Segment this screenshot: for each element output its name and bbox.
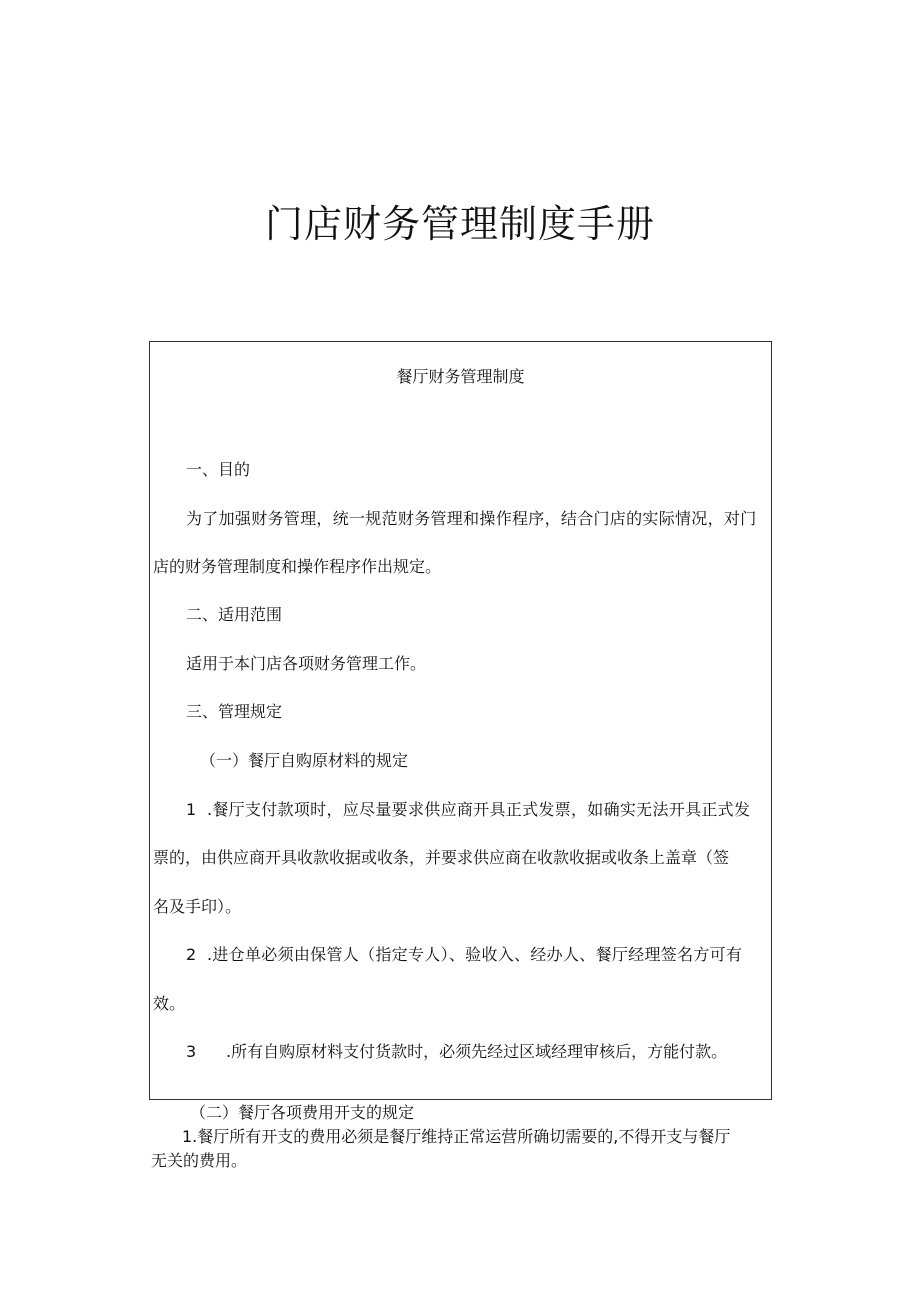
policy-box: [149, 341, 772, 1100]
item-2-line-1: .进仓单必须由保管人（指定专人）、验收入、经办人、餐厅经理签名方可有: [207, 945, 743, 964]
item-3-line-1: .所有自购原材料支付货款时，必须先经过区域经理审核后，方能付款。: [226, 1042, 728, 1061]
subsection-2-heading: （二）餐厅各项费用开支的规定: [190, 1103, 415, 1122]
section-3-heading: 三、管理规定: [186, 702, 283, 721]
section-2-heading: 二、适用范围: [186, 605, 283, 624]
box-title: 餐厅财务管理制度: [396, 367, 525, 386]
item-2-line-2: 效。: [153, 994, 186, 1013]
subsection-1-heading: （一）餐厅自购原材料的规定: [200, 751, 409, 770]
section-2-body: 适用于本门店各项财务管理工作。: [186, 654, 427, 673]
document-title: 门店财务管理制度手册: [264, 202, 655, 246]
item-1-line-2: 票的，由供应商开具收款收据或收条，并要求供应商在收款收据或收条上盖章（签: [153, 848, 730, 867]
item-2-number: 2: [186, 945, 197, 964]
section-1-line-1: 为了加强财务管理，统一规范财务管理和操作程序，结合门店的实际情况，对门: [186, 509, 757, 528]
item-3-number: 3: [186, 1042, 197, 1061]
section-1-line-2: 店的财务管理制度和操作程序作出规定。: [153, 557, 442, 576]
subsection-2-item-1-line-1: 1.餐厅所有开支的费用必须是餐厅维持正常运营所确切需要的,不得开支与餐厅: [182, 1127, 731, 1146]
subsection-2-item-1-line-2: 无关的费用。: [151, 1151, 248, 1170]
item-1-number: 1: [186, 800, 197, 819]
item-1-line-3: 名及手印）。: [153, 897, 242, 916]
section-1-heading: 一、目的: [186, 460, 251, 479]
item-1-line-1: .餐厅支付款项时，应尽量要求供应商开具正式发票，如确实无法开具正式发: [207, 800, 751, 819]
